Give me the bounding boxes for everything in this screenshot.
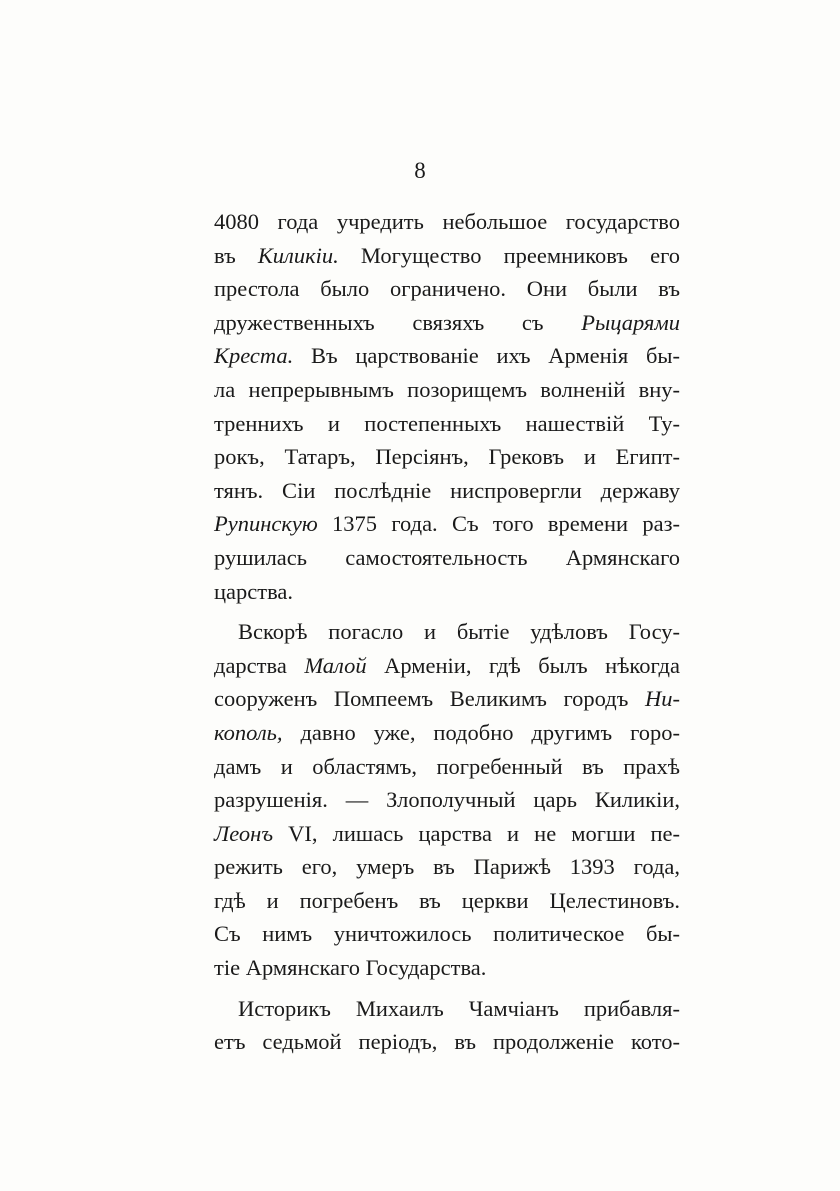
text-run: дружественныхъ связяхъ съ [214, 309, 582, 335]
text-run: Историкъ Михаилъ Чамчіанъ прибавля- [238, 995, 680, 1021]
text-run: Вскорѣ погасло и бытіе удѣловъ Госу- [238, 619, 680, 645]
text-line [214, 850, 680, 884]
text-line [214, 817, 680, 851]
italic-text-run: Креста. [214, 343, 294, 369]
text-line [214, 239, 680, 273]
text-line [214, 750, 680, 784]
text-run: престола было ограничено. Они были въ [214, 276, 680, 302]
page-number: 8 [414, 158, 426, 183]
text-line [214, 541, 680, 575]
text-run: Въ царствованіе ихъ Арменія бы- [293, 343, 680, 369]
text-run: рушилась самостоятельность Армянскаго [214, 544, 680, 570]
italic-text-run: Леонъ [214, 820, 274, 846]
text-run: Могущество преемниковъ его [338, 242, 680, 268]
italic-text-run: Киликіи. [257, 242, 339, 268]
text-run: сооруженъ Помпеемъ Великимъ городъ [214, 686, 645, 712]
text-run: тіе Армянскаго Государства. [214, 955, 487, 981]
text-run: тянъ. Сіи послѣдніе ниспровергли державу [214, 477, 680, 503]
text-line [214, 507, 680, 541]
text-line [214, 917, 680, 951]
text-line [214, 716, 680, 750]
italic-text-run: Ни- [645, 686, 680, 712]
text-run: гдѣ и погребенъ въ церкви Целестиновъ. [214, 887, 680, 913]
text-run: Съ нимъ уничтожилось политическое бы- [214, 921, 680, 947]
text-line [214, 682, 680, 716]
text-line [214, 272, 680, 306]
text-line [214, 205, 680, 239]
text-run: дамъ и областямъ, погребенный въ прахѣ [214, 753, 680, 779]
text-line [214, 474, 680, 508]
italic-text-run: Рыцарями [581, 309, 680, 335]
italic-text-run: Рупинскую [214, 511, 318, 537]
text-run: рокъ, Татаръ, Персіянъ, Грековъ и Египт- [214, 444, 680, 470]
text-line [214, 407, 680, 441]
text-run: въ [214, 242, 258, 268]
text-run: разрушенія. — Злополучный царь Киликіи, [214, 787, 680, 813]
text-run: режить его, умеръ въ Парижѣ 1393 года, [214, 854, 680, 880]
text-line [214, 306, 680, 340]
body-text [214, 205, 680, 1059]
text-run: царства. [214, 578, 294, 604]
text-run: Арменіи, гдѣ былъ нѣкогда [366, 652, 680, 678]
italic-text-run: Малой [304, 652, 367, 678]
text-run: треннихъ и постепенныхъ нашествій Ту- [214, 410, 680, 436]
text-line [214, 783, 680, 817]
text-line [214, 440, 680, 474]
paragraph-gap [214, 608, 680, 615]
text-line [214, 575, 680, 609]
text-line [214, 339, 680, 373]
text-run: дарства [214, 652, 305, 678]
paragraph-gap [214, 985, 680, 992]
text-run: VI, лишась царства и не могши пе- [273, 820, 680, 846]
text-line [214, 373, 680, 407]
text-run: етъ седьмой періодъ, въ продолженіе кото- [214, 1029, 680, 1055]
paragraph [214, 992, 680, 1059]
text-line [214, 1025, 680, 1059]
text-line [214, 615, 680, 649]
text-run: 4080 года учредить небольшое государство [214, 209, 680, 234]
text-run: ла непрерывнымъ позорищемъ волненій вну- [214, 376, 680, 402]
paragraph [214, 205, 680, 608]
text-run: 1375 года. Съ того времени раз- [317, 511, 680, 537]
text-line [214, 951, 680, 985]
text-run: давно уже, подобно другимъ горо- [282, 719, 680, 745]
text-line [214, 884, 680, 918]
text-line [214, 649, 680, 683]
paragraph [214, 615, 680, 985]
italic-text-run: кополь, [214, 719, 283, 745]
text-line [214, 992, 680, 1026]
